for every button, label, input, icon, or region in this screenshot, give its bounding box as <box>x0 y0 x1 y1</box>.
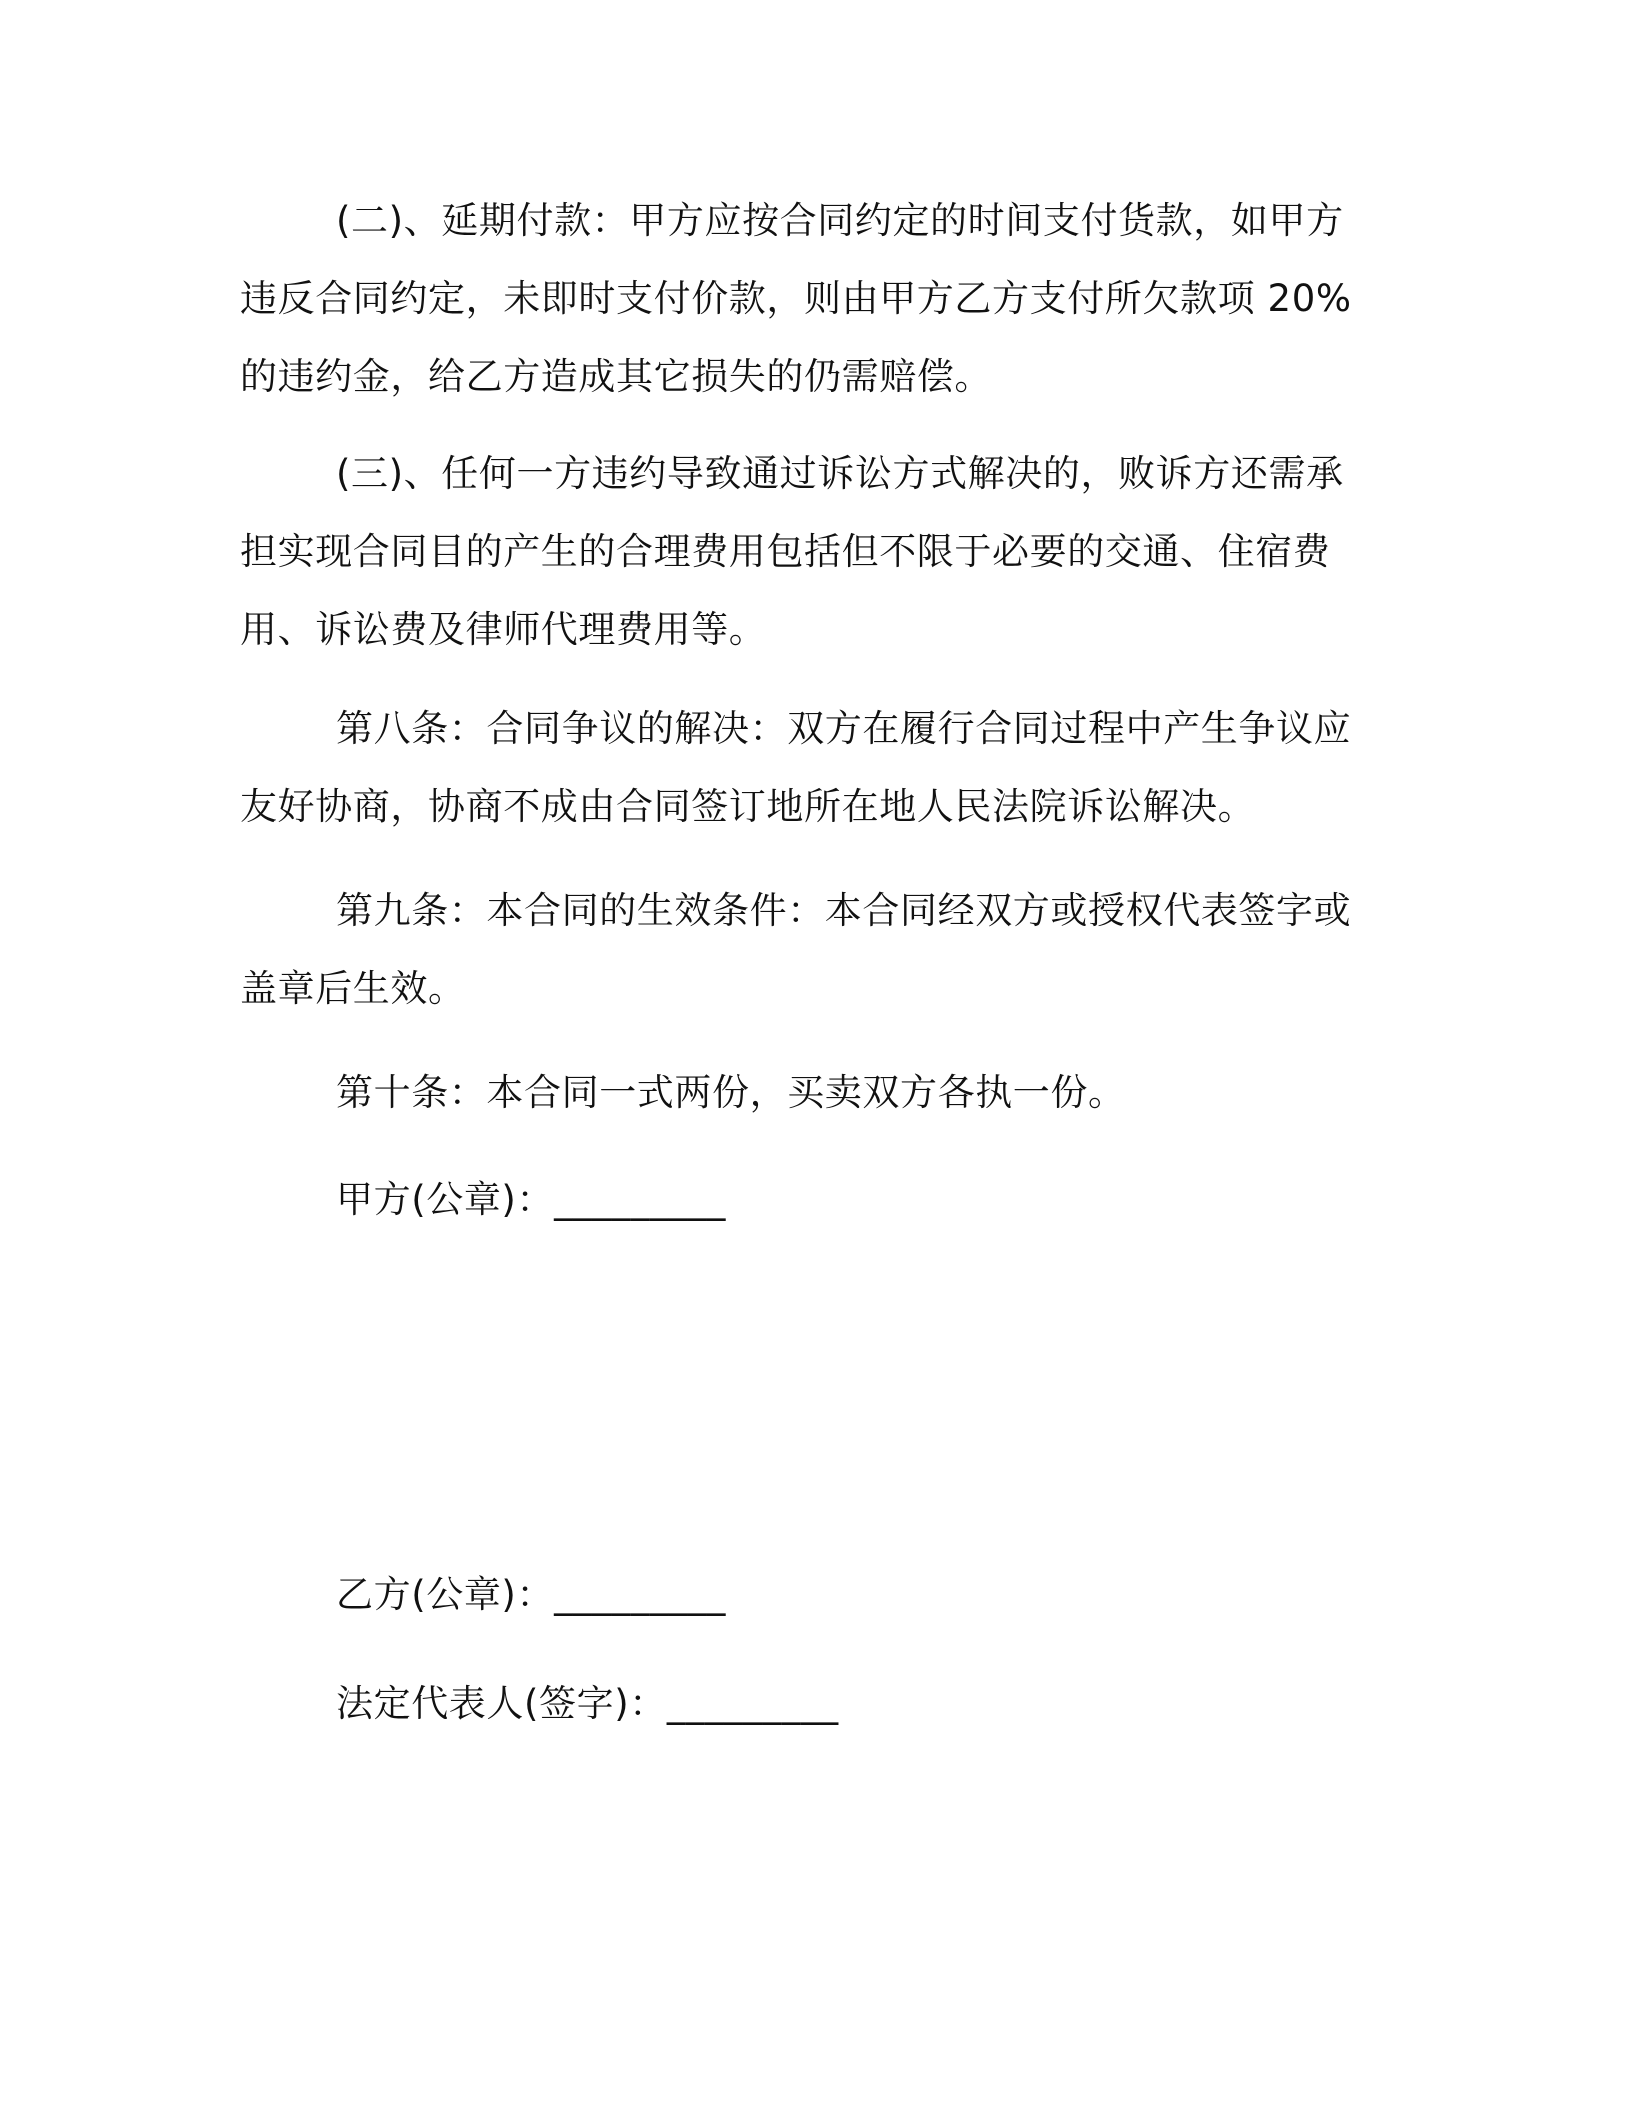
party-b-signature-line <box>336 1565 726 1625</box>
party-a-label: 甲方(公章)： <box>336 1178 555 1221</box>
party-a-blank: _________ <box>554 1178 726 1221</box>
clause-litigation-costs: (三)、任何一方违约导致通过诉讼方式解决的，败诉方还需承担实现合同目的产生的合理费用包括但不限于必要的交通、住宿费用、诉讼费及律师代理费用等。 <box>240 452 1344 651</box>
clause-late-payment: (二)、延期付款：甲方应按合同约定的时间支付货款，如甲方违反合同约定，未即时支付价款，则由甲方乙方支付所欠款项 20%的违约金，给乙方造成其它损失的仍需赔偿。 <box>240 199 1352 398</box>
party-a-signature-line <box>336 1170 726 1230</box>
legal-rep-signature-line <box>336 1674 839 1734</box>
party-b-label: 乙方(公章)： <box>336 1573 555 1616</box>
legal-rep-blank: _________ <box>666 1682 839 1725</box>
clause-effective-conditions: 第九条：本合同的生效条件：本合同经双方或授权代表签字或盖章后生效。 <box>240 889 1352 1010</box>
party-b-blank: _________ <box>554 1573 726 1616</box>
clause-dispute-resolution: 第八条：合同争议的解决：双方在履行合同过程中产生争议应友好协商，协商不成由合同签订地所在地人民法院诉讼解决。 <box>240 707 1352 828</box>
legal-rep-label: 法定代表人(签字)： <box>336 1682 667 1725</box>
clause-copies: 第十条：本合同一式两份，买卖双方各执一份。 <box>336 1071 1126 1114</box>
